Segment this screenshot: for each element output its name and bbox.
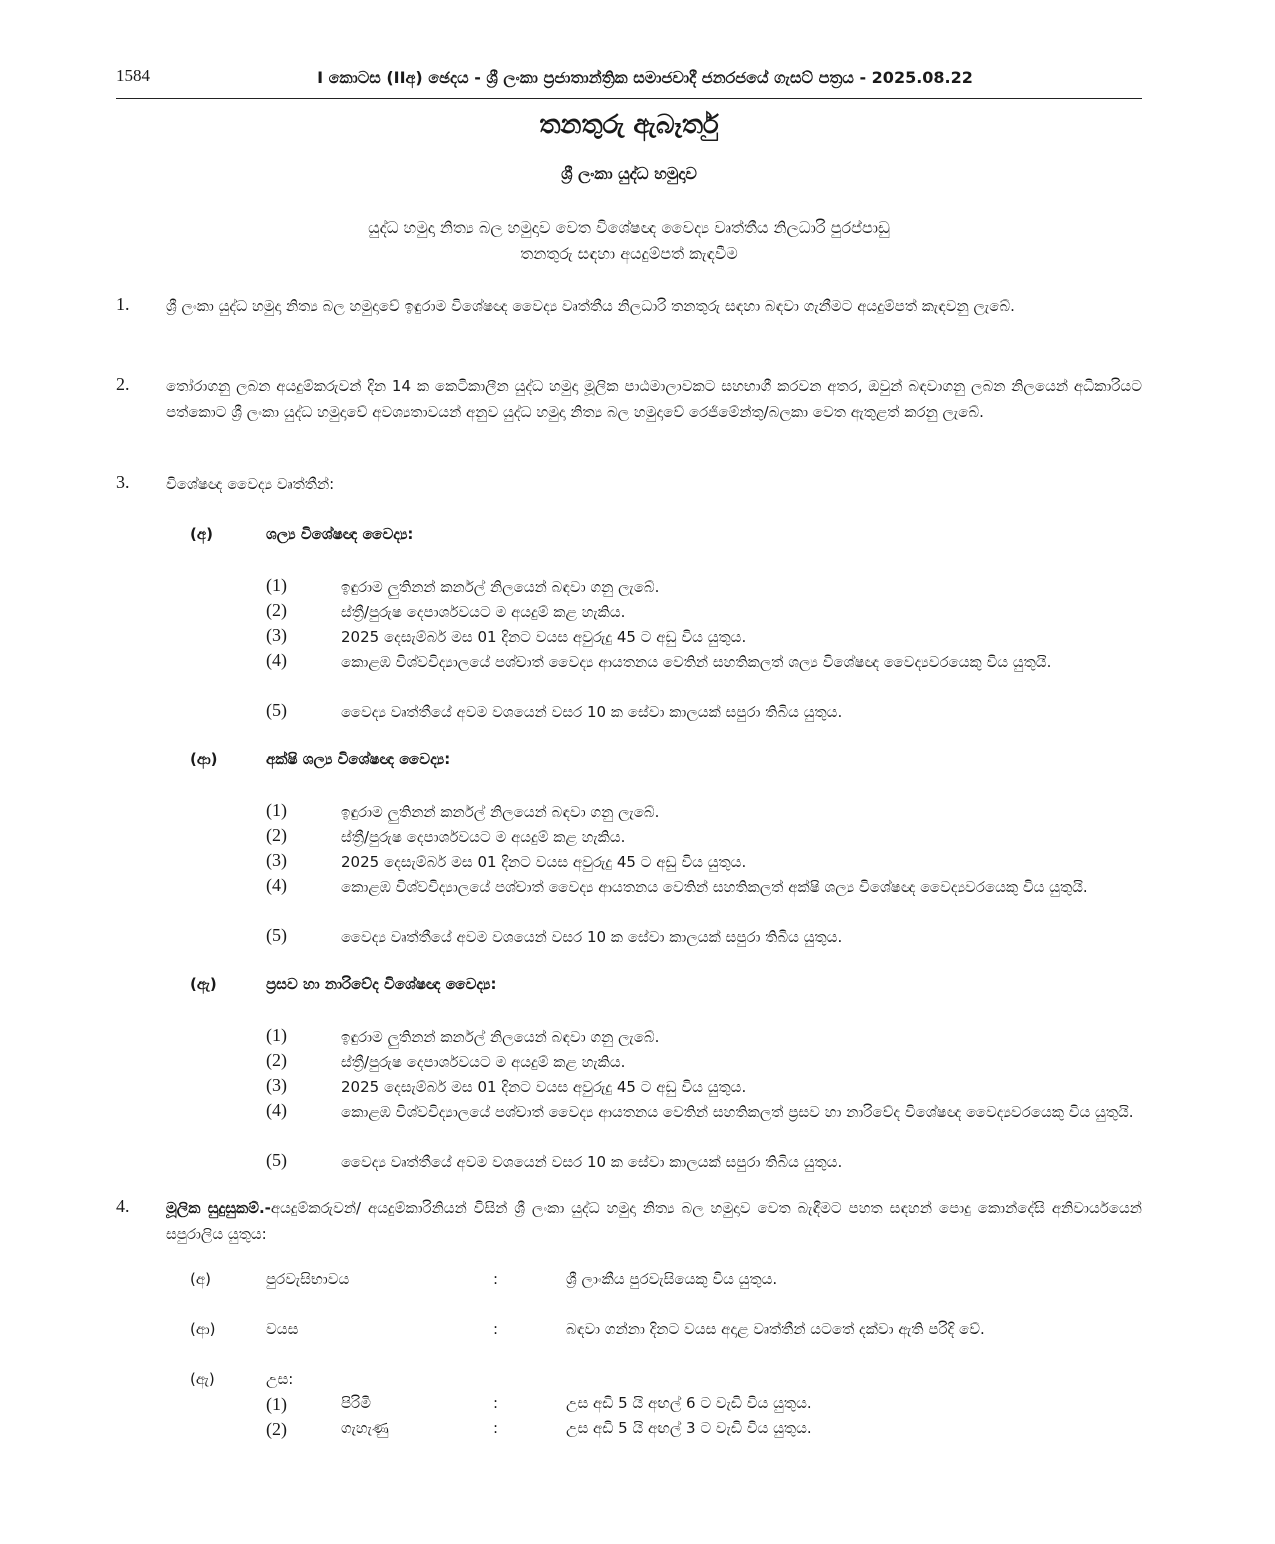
height-row-number: (2) [266,1419,287,1439]
item-number: (1) [266,800,287,820]
paragraph-text: ශ්‍රී ලංකා යුද්ධ හමුදා නිත්‍ය බල හමුදාවේ ඉඳුරාම විශේෂඥ වෛද්‍ය වෘත්තීය නිලධාරි තනතුරු සඳහා බඳවා ගැනීමට අයදුම්පත් කැඳවනු ලැබේ. [166,297,1015,315]
item-number: (5) [266,700,287,720]
notice-subtitle-line-2: තනතුරු සඳහා අයදුම්පත් කැඳවීම [520,244,738,263]
paragraph-number: 1. [116,294,130,314]
paragraph-text: තෝරාගනු ලබන අයදුම්කරුවන් දින 14 ක කෙටිකාලීන යුද්ධ හමුදා මූලික පාඨමාලාවකට සහභාගී කරවන අතර, ඔවුන් බඳවාගනු ලබන නිලයෙන් අධිකාරියට පත්කොට ශ්‍රී ලංකා යුද්ධ හමුදාවේ අවශ්‍යතාවයන් අනුව යුද්ධ හමුදා නිත්‍ය බල හමුදාවේ රෙජිමේන්තු/බලකා වෙත ඇතුළත් කරනු ලැබේ. [166,377,1142,421]
item-number: (3) [266,625,287,645]
paragraph-number: 2. [116,374,130,394]
item-text: වෛද්‍ය වෘත්තීයේ අවම වශයෙන් වසර 10 ක සේවා කාලයක් සපුරා තිබිය යුතුය. [341,1153,843,1171]
qualification-value: ශ්‍රී ලාංකීය පුරවැසියෙකු විය යුතුය. [566,1270,778,1288]
basic-qualifications-lead: මූලික සුදුසුකම්.- [166,1199,271,1217]
item-number: (1) [266,575,287,595]
qualification-label: උස: [266,1370,294,1388]
qualification-colon: : [493,1419,499,1437]
item-number: (4) [266,650,287,670]
notice-title: තනතුරු ඇබෑර්තු [539,110,719,140]
height-row-value: උස අඩි 5 යි අඟල් 3 ට වැඩි විය යුතුය. [566,1419,812,1437]
height-row-label: ගැහැණු [341,1419,389,1437]
gazette-header-title: I කොටස (IIඅ) ඡෙදය - ශ්‍රී ලංකා ප්‍රජාතාන්ත්‍රික සමාජවාදී ජනරජයේ ගැසට් පත්‍රය - 2025.08.22 [317,68,973,87]
specialty-title: ප්‍රසව හා නාරිවේද විශේෂඥ වෛද්‍ය: [266,975,497,993]
item-text: 2025 දෙසැම්බර් මස 01 දිනට වයස අවුරුදු 45 ට අඩු විය යුතුය. [341,853,747,871]
item-text: කොළඹ විශ්වවිද්‍යාලයේ පශ්චාත් වෛද්‍ය ආයතනය වෙතින් සහතිකලත් ප්‍රසව හා නාරිවේද විශේෂඥ වෛද්‍යවරයෙකු විය යුතුයි. [341,1103,1134,1121]
item-text: 2025 දෙසැම්බර් මස 01 දිනට වයස අවුරුදු 45 ට අඩු විය යුතුය. [341,628,747,646]
item-text: ස්ත්‍රී/පුරුෂ දෙපාර්ශවයට ම අයදුම් කළ හැකිය. [341,1053,626,1071]
specialty-letter: (ඇ) [190,975,217,993]
item-text: ස්ත්‍රී/පුරුෂ දෙපාර්ශවයට ම අයදුම් කළ හැකිය. [341,828,626,846]
item-text: ස්ත්‍රී/පුරුෂ දෙපාර්ශවයට ම අයදුම් කළ හැකිය. [341,603,626,621]
item-text: කොළඹ විශ්වවිද්‍යාලයේ පශ්චාත් වෛද්‍ය ආයතනය වෙතින් සහතිකලත් ශල්‍ය විශේෂඥ වෛද්‍යවරයෙකු විය යුතුයි. [341,653,1052,671]
item-text: 2025 දෙසැම්බර් මස 01 දිනට වයස අවුරුදු 45 ට අඩු විය යුතුය. [341,1078,747,1096]
qualification-letter: (අ) [190,1270,211,1288]
page-number: 1584 [116,66,150,85]
item-text: වෛද්‍ය වෘත්තීයේ අවම වශයෙන් වසර 10 ක සේවා කාලයක් සපුරා තිබිය යුතුය. [341,703,843,721]
qualification-value: බඳවා ගන්නා දිනට වයස අදාළ වෘත්තීන් යටතේ දක්වා ඇති පරිදි වේ. [566,1320,985,1338]
organization-name: ශ්‍රී ලංකා යුද්ධ හමුදාව [561,164,697,183]
item-number: (4) [266,875,287,895]
height-row-value: උස අඩි 5 යි අඟල් 6 ට වැඩි විය යුතුය. [566,1394,812,1412]
item-number: (5) [266,1150,287,1170]
specialty-title: අක්ෂි ශල්‍ය විශේෂඥ වෛද්‍ය: [266,750,451,768]
notice-subtitle-line-1: යුද්ධ හමුදා නිත්‍ය බල හමුදාව වෙත විශේෂඥ වෛද්‍ය වෘත්තීය නිලධාරි පුරප්පාඩු [368,218,890,237]
qualification-letter: (ඇ) [190,1370,215,1388]
basic-qualifications-paragraph [166,1196,1142,1247]
qualification-colon: : [493,1394,499,1412]
item-number: (2) [266,600,287,620]
header-divider [116,98,1142,99]
item-number: (2) [266,1050,287,1070]
qualification-label: වයස [266,1320,299,1338]
item-number: (5) [266,925,287,945]
qualification-label: පුරවැසිභාවය [266,1270,350,1288]
paragraph-number: 3. [116,472,130,492]
specialty-title: ශල්‍ය විශේෂඥ වෛද්‍ය: [266,525,414,543]
qualification-letter: (ආ) [190,1320,216,1338]
item-text: ඉඳුරාම ලුතිනන් කර්නල් නිලයෙන් බඳවා ගනු ලැබේ. [341,578,660,596]
paragraph-text: විශේෂඥ වෛද්‍ය වෘත්තීන්: [166,475,335,493]
item-number: (4) [266,1100,287,1120]
item-text: වෛද්‍ය වෘත්තීයේ අවම වශයෙන් වසර 10 ක සේවා කාලයක් සපුරා තිබිය යුතුය. [341,928,843,946]
item-text: ඉඳුරාම ලුතිනන් කර්නල් නිලයෙන් බඳවා ගනු ලැබේ. [341,803,660,821]
paragraph-number: 4. [116,1196,130,1216]
qualification-colon: : [493,1270,499,1288]
specialty-letter: (ආ) [190,750,218,768]
basic-qualifications-text: අයදුම්කරුවන්/ අයදුම්කාරිනියන් විසින් ශ්‍රී ලංකා යුද්ධ හමුදා නිත්‍ය බල හමුදාව වෙත බැඳීමට පහත සඳහන් පොදු කොන්දේසි අනිවාර්යයෙන් සපුරාලිය යුතුය: [166,1199,1142,1243]
item-number: (3) [266,850,287,870]
specialty-letter: (අ) [190,525,213,543]
height-row-label: පිරිමි [341,1394,372,1412]
qualification-colon: : [493,1320,499,1338]
item-number: (3) [266,1075,287,1095]
item-number: (1) [266,1025,287,1045]
item-number: (2) [266,825,287,845]
item-text: ඉඳුරාම ලුතිනන් කර්නල් නිලයෙන් බඳවා ගනු ලැබේ. [341,1028,660,1046]
height-row-number: (1) [266,1394,287,1414]
item-text: කොළඹ විශ්වවිද්‍යාලයේ පශ්චාත් වෛද්‍ය ආයතනය වෙතින් සහතිකලත් අක්ෂි ශල්‍ය විශේෂඥ වෛද්‍යවරයෙකු විය යුතුයි. [341,878,1088,896]
